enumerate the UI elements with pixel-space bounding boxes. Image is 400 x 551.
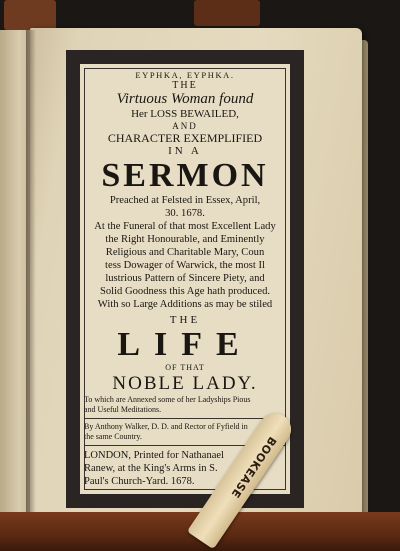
funeral-line-7: With so Large Additions as may be stiled	[97, 299, 273, 310]
book-stand-post-left	[4, 0, 56, 30]
funeral-line-6: Solid Goodness this Age hath produced.	[99, 286, 271, 297]
author-line-2: the same Country.	[84, 432, 142, 441]
title-line-virtuous: Virtuous Woman found	[116, 91, 254, 107]
of-that-line: OF THAT	[165, 363, 205, 372]
sermon-heading: SERMON	[101, 158, 269, 194]
annexed-line-2: and Useful Meditations.	[84, 405, 162, 414]
title-line-in-a: IN A	[168, 145, 202, 157]
divider-rule	[84, 418, 286, 419]
title-line-loss: Her LOSS BEWAILED,	[131, 108, 239, 120]
annexed-line-1: To which are Annexed some of her Ladyships Pious	[84, 395, 251, 404]
imprint-line-2: Ranew, at the King's Arms in S.	[84, 463, 218, 474]
life-heading: LIFE	[117, 327, 253, 363]
imprint-line-1: LONDON, Printed for Nathanael	[84, 450, 224, 461]
the-heading-2: THE	[169, 314, 201, 326]
bookmark-label: BOOKEASE	[228, 434, 279, 501]
funeral-line-2: the Right Honourable, and Eminently	[105, 234, 265, 245]
spine-shadow	[26, 30, 36, 528]
preached-line-1: Preached at Felsted in Essex, April,	[109, 195, 261, 206]
the-heading: THE	[172, 80, 198, 91]
funeral-line-3: Religious and Charitable Mary, Coun	[105, 247, 265, 258]
title-line-character: CHARACTER EXEMPLIFIED	[107, 131, 263, 145]
book-stand-post-right	[194, 0, 260, 26]
noble-lady-heading: NOBLE LADY.	[112, 373, 258, 394]
funeral-line-4: tess Dowager of Warwick, the most Il	[105, 260, 265, 271]
title-line-and: AND	[172, 121, 198, 131]
funeral-line-5: lustrious Pattern of Sincere Piety, and	[105, 273, 265, 284]
funeral-line-1: At the Funeral of that most Excellent Lady	[94, 221, 276, 232]
greek-heading: ΕΥΡΗΚΑ, ΕΥΡΗΚΑ.	[135, 70, 235, 80]
imprint-line-3: Paul's Church-Yard. 1678.	[84, 476, 195, 487]
title-page-text	[84, 70, 286, 488]
author-line-1: By Anthony Walker, D. D. and Rector of Fyfield in	[84, 422, 248, 431]
preached-line-2: 30. 1678.	[165, 208, 205, 219]
